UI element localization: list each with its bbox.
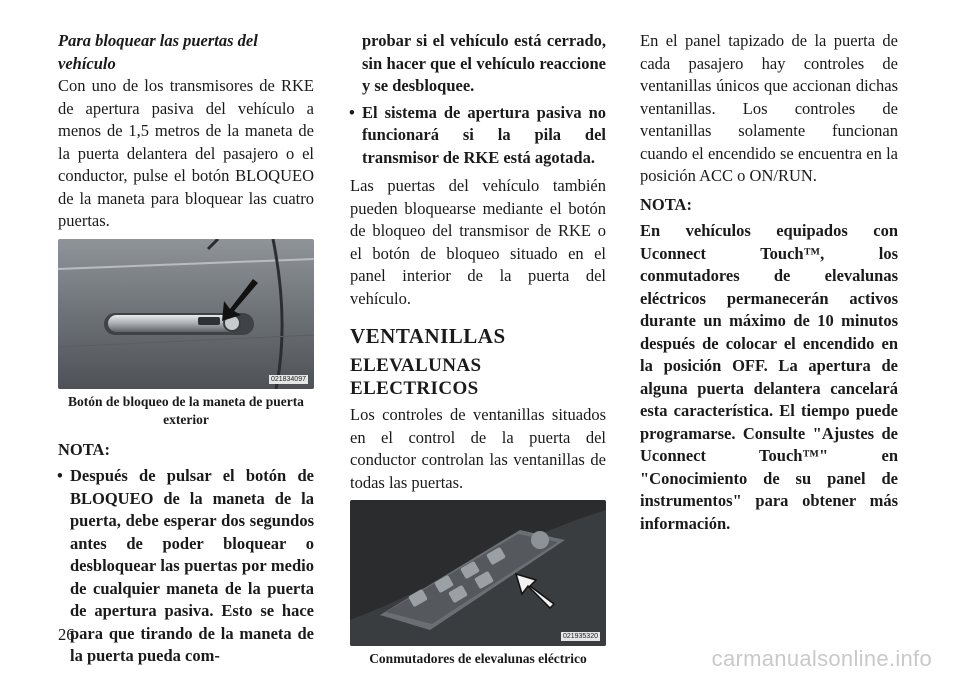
column-middle xyxy=(350,30,606,678)
bullet-glyph: • xyxy=(57,466,63,485)
figure-code: 021935320 xyxy=(562,633,598,640)
nota-text: En vehículos equipados con Uconnect Touch™, los conmutadores de elevalunas eléctricos permanecerán activos durante un máximo de 10 minutos después de colocar el encendido en la posición OFF. La apertura de alguna puerta delantera cancelará esta característica. El tiempo puede programarse. Consulte "Ajustes de Uconnect Touch™" en "Conocimiento de su panel de instrumentos" para obtener más información. xyxy=(640,221,898,533)
door-handle-figure xyxy=(58,239,314,389)
bullet-glyph: • xyxy=(349,102,355,122)
bullet-text: Después de pulsar el botón de BLOQUEO de la maneta de la puerta, debe esperar dos segundos antes de poder bloquear o desbloquear las puertas por medio de cualquier maneta de la puerta de apertura pasiva. Esto se hace para que tirando de la maneta de la puerta pueda com- xyxy=(70,466,314,665)
subsection-heading: ELEVALUNAS ELECTRICOS xyxy=(350,355,482,399)
watermark: carmanualsonline.info xyxy=(711,645,932,671)
window-switch-illustration xyxy=(350,500,606,646)
nota-label: NOTA: xyxy=(640,194,692,214)
intro-paragraph: Con uno de los transmisores de RKE de apertura pasiva del vehículo a menos de 1,5 metros de la maneta de la puerta delantera del pasajero o el conductor, pulse el botón BLOQUEO de la maneta para bloquear las cuatro puertas. xyxy=(58,76,314,230)
bullet-list-2 xyxy=(350,102,606,170)
bullet-continuation: probar si el vehículo está cerrado, sin hacer que el vehículo reaccione y se desbloquee. xyxy=(362,31,606,95)
page-number: 26 xyxy=(58,625,75,644)
column-right xyxy=(640,30,898,541)
figure-caption: Conmutadores de elevalunas eléctrico xyxy=(369,651,587,666)
nota-bullet-list xyxy=(58,465,314,668)
bullet-text: El sistema de apertura pasiva no funcionará si la pila del transmisor de RKE está agotada. xyxy=(362,102,606,167)
column-left xyxy=(58,30,314,674)
paragraph-passenger-controls: En el panel tapizado de la puerta de cada pasajero hay controles de ventanillas únicos que accionan dichas ventanillas. Los controles de ventanillas solamente funcionan cuando el encendido se encuentra en la posición ACC o ON/RUN. xyxy=(640,31,898,185)
bullet-item xyxy=(58,465,314,668)
nota-label: NOTA: xyxy=(58,439,110,459)
paragraph-windows: Los controles de ventanillas situados en el control de la puerta del conductor controlan las ventanillas de todas las puertas. xyxy=(350,405,606,492)
window-switch-figure xyxy=(350,500,606,646)
section-heading: VENTANILLAS xyxy=(350,324,506,348)
figure-caption: Botón de bloqueo de la maneta de puerta exterior xyxy=(68,393,304,427)
paragraph-lock: Las puertas del vehículo también pueden bloquearse mediante el botón de bloqueo del transmisor de RKE o el botón de bloqueo situado en el panel interior de la puerta del vehículo. xyxy=(350,176,606,308)
subheading-lock-doors: Para bloquear las puertas del vehículo xyxy=(58,31,258,73)
bullet-item xyxy=(350,102,606,170)
door-handle-illustration xyxy=(58,239,314,389)
figure-code: 021834097 xyxy=(270,375,306,383)
